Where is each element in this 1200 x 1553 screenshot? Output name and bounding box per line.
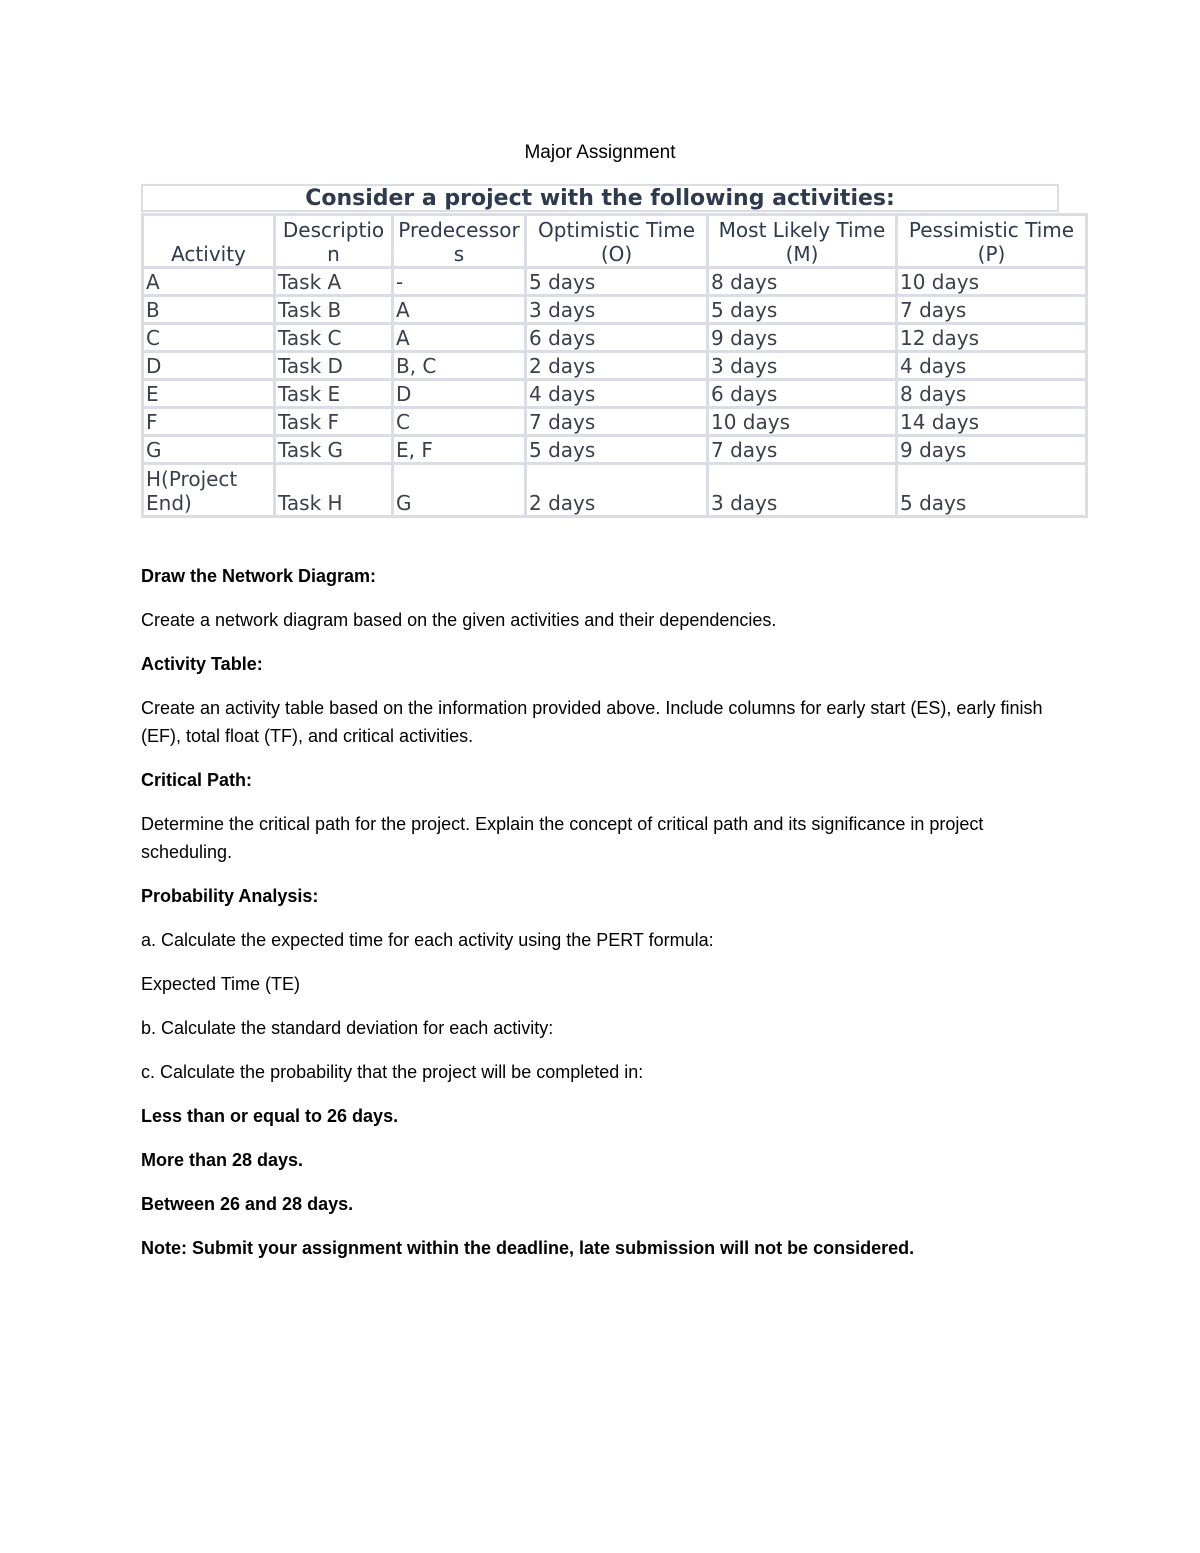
cell-predecessors: A	[393, 296, 526, 324]
probability-case-3: Between 26 and 28 days.	[141, 1194, 354, 1214]
cell-pessimistic: 9 days	[897, 436, 1087, 464]
table-row	[143, 352, 1087, 380]
cell-description: Task F	[275, 408, 393, 436]
cell-description: Task G	[275, 436, 393, 464]
cell-description: Task D	[275, 352, 393, 380]
cell-most-likely: 5 days	[708, 296, 897, 324]
cell-predecessors: E, F	[393, 436, 526, 464]
cell-optimistic: 7 days	[526, 408, 708, 436]
cell-most-likely: 7 days	[708, 436, 897, 464]
probability-part-b: b. Calculate the standard deviation for each activity:	[141, 1018, 554, 1038]
header-activity: Activity	[143, 215, 275, 268]
activity-table-text: Create an activity table based on the information provided above. Include columns for early start (ES), early finish (EF), total float (TF), and critical activities.	[141, 698, 1043, 746]
cell-optimistic: 4 days	[526, 380, 708, 408]
cell-description: Task H	[275, 464, 393, 517]
cell-description: Task C	[275, 324, 393, 352]
cell-activity: C	[143, 324, 275, 352]
cell-most-likely: 8 days	[708, 268, 897, 296]
header-pessimistic-time: Pessimistic Time (P)	[897, 215, 1087, 268]
cell-optimistic: 5 days	[526, 268, 708, 296]
probability-part-c: c. Calculate the probability that the project will be completed in:	[141, 1062, 644, 1082]
cell-optimistic: 5 days	[526, 436, 708, 464]
cell-activity: B	[143, 296, 275, 324]
cell-optimistic: 2 days	[526, 464, 708, 517]
cell-pessimistic: 7 days	[897, 296, 1087, 324]
table-row	[143, 296, 1087, 324]
cell-pessimistic: 12 days	[897, 324, 1087, 352]
table-caption: Consider a project with the following activities:	[141, 184, 1059, 212]
cell-activity: E	[143, 380, 275, 408]
probability-case-2: More than 28 days.	[141, 1150, 304, 1170]
cell-activity: G	[143, 436, 275, 464]
activities-table	[141, 213, 1088, 518]
probability-analysis-heading: Probability Analysis:	[141, 886, 319, 906]
probability-part-a: a. Calculate the expected time for each activity using the PERT formula:	[141, 930, 714, 950]
cell-predecessors: C	[393, 408, 526, 436]
cell-most-likely: 3 days	[708, 464, 897, 517]
header-predecessors: Predecessors	[393, 215, 526, 268]
cell-optimistic: 2 days	[526, 352, 708, 380]
cell-most-likely: 10 days	[708, 408, 897, 436]
cell-predecessors: D	[393, 380, 526, 408]
cell-pessimistic: 14 days	[897, 408, 1087, 436]
critical-path-heading: Critical Path:	[141, 770, 253, 790]
cell-activity: F	[143, 408, 275, 436]
document-title: Major Assignment	[524, 142, 676, 163]
cell-activity: A	[143, 268, 275, 296]
expected-time-label: Expected Time (TE)	[141, 974, 301, 994]
submission-note: Note: Submit your assignment within the deadline, late submission will not be considered.	[141, 1238, 915, 1258]
network-diagram-heading: Draw the Network Diagram:	[141, 566, 377, 586]
cell-predecessors: A	[393, 324, 526, 352]
cell-optimistic: 3 days	[526, 296, 708, 324]
activity-table-heading: Activity Table:	[141, 654, 263, 674]
cell-pessimistic: 5 days	[897, 464, 1087, 517]
cell-predecessors: B, C	[393, 352, 526, 380]
assignment-instructions	[141, 562, 1061, 1278]
probability-case-1: Less than or equal to 26 days.	[141, 1106, 399, 1126]
cell-pessimistic: 4 days	[897, 352, 1087, 380]
header-most-likely-time: Most Likely Time (M)	[708, 215, 897, 268]
table-row	[143, 380, 1087, 408]
cell-activity: H(Project End)	[143, 464, 275, 517]
table-row	[143, 408, 1087, 436]
cell-description: Task E	[275, 380, 393, 408]
cell-description: Task B	[275, 296, 393, 324]
table-row	[143, 268, 1087, 296]
cell-predecessors: -	[393, 268, 526, 296]
table-row	[143, 324, 1087, 352]
table-header-row	[143, 215, 1087, 268]
cell-pessimistic: 10 days	[897, 268, 1087, 296]
header-optimistic-time: Optimistic Time (O)	[526, 215, 708, 268]
cell-most-likely: 9 days	[708, 324, 897, 352]
cell-activity: D	[143, 352, 275, 380]
cell-most-likely: 6 days	[708, 380, 897, 408]
cell-description: Task A	[275, 268, 393, 296]
table-row	[143, 464, 1087, 517]
table-row	[143, 436, 1087, 464]
cell-pessimistic: 8 days	[897, 380, 1087, 408]
critical-path-text: Determine the critical path for the project. Explain the concept of critical path and its significance in project scheduling.	[141, 814, 984, 862]
network-diagram-text: Create a network diagram based on the given activities and their dependencies.	[141, 610, 777, 630]
cell-most-likely: 3 days	[708, 352, 897, 380]
cell-optimistic: 6 days	[526, 324, 708, 352]
header-description: Description	[275, 215, 393, 268]
cell-predecessors: G	[393, 464, 526, 517]
